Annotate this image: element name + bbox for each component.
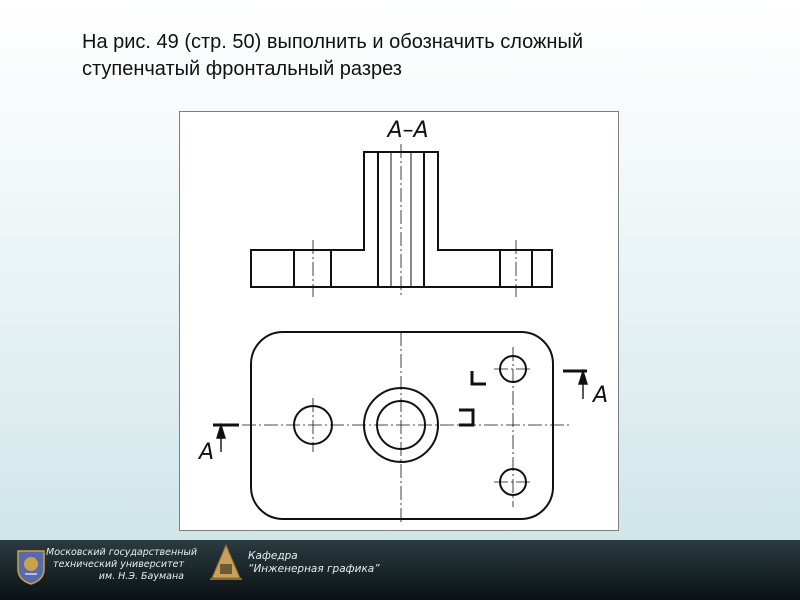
technical-drawing <box>179 111 619 531</box>
cutting-plane-strokes <box>213 371 587 425</box>
cut-step-lower <box>459 410 473 425</box>
footer-bar <box>0 540 800 600</box>
section-outline <box>251 152 552 287</box>
university-name-line-2: технический университет <box>53 559 184 570</box>
task-heading <box>82 29 722 83</box>
task-heading-line-2: ступенчатый фронтальный разрез <box>82 58 402 80</box>
department-name-line-2: “Инженерная графика” <box>248 563 380 575</box>
university-name <box>46 547 198 583</box>
university-emblem-icon <box>16 547 46 585</box>
view-arrows <box>217 371 587 452</box>
plate-outline <box>251 332 553 519</box>
university-name-line-1: Московский государственный <box>46 547 198 558</box>
section-centerlines <box>313 144 516 297</box>
cut-step-upper <box>472 371 486 384</box>
department-name <box>248 550 380 576</box>
department-logo-icon <box>206 542 246 582</box>
right-arrow-head <box>579 371 587 384</box>
department-name-line-1: Кафедра <box>248 550 298 562</box>
drawing-canvas <box>180 112 620 532</box>
cut-label-left: А <box>199 440 215 465</box>
section-view <box>251 152 552 287</box>
cut-label-right: А <box>593 383 609 408</box>
left-arrow-head <box>217 425 225 438</box>
university-name-line-3: им. Н.Э. Баумана <box>98 571 184 582</box>
plan-view <box>251 332 553 519</box>
task-heading-line-1: На рис. 49 (стр. 50) выполнить и обозначить сложный <box>82 31 583 53</box>
section-title: А–А <box>387 118 429 143</box>
